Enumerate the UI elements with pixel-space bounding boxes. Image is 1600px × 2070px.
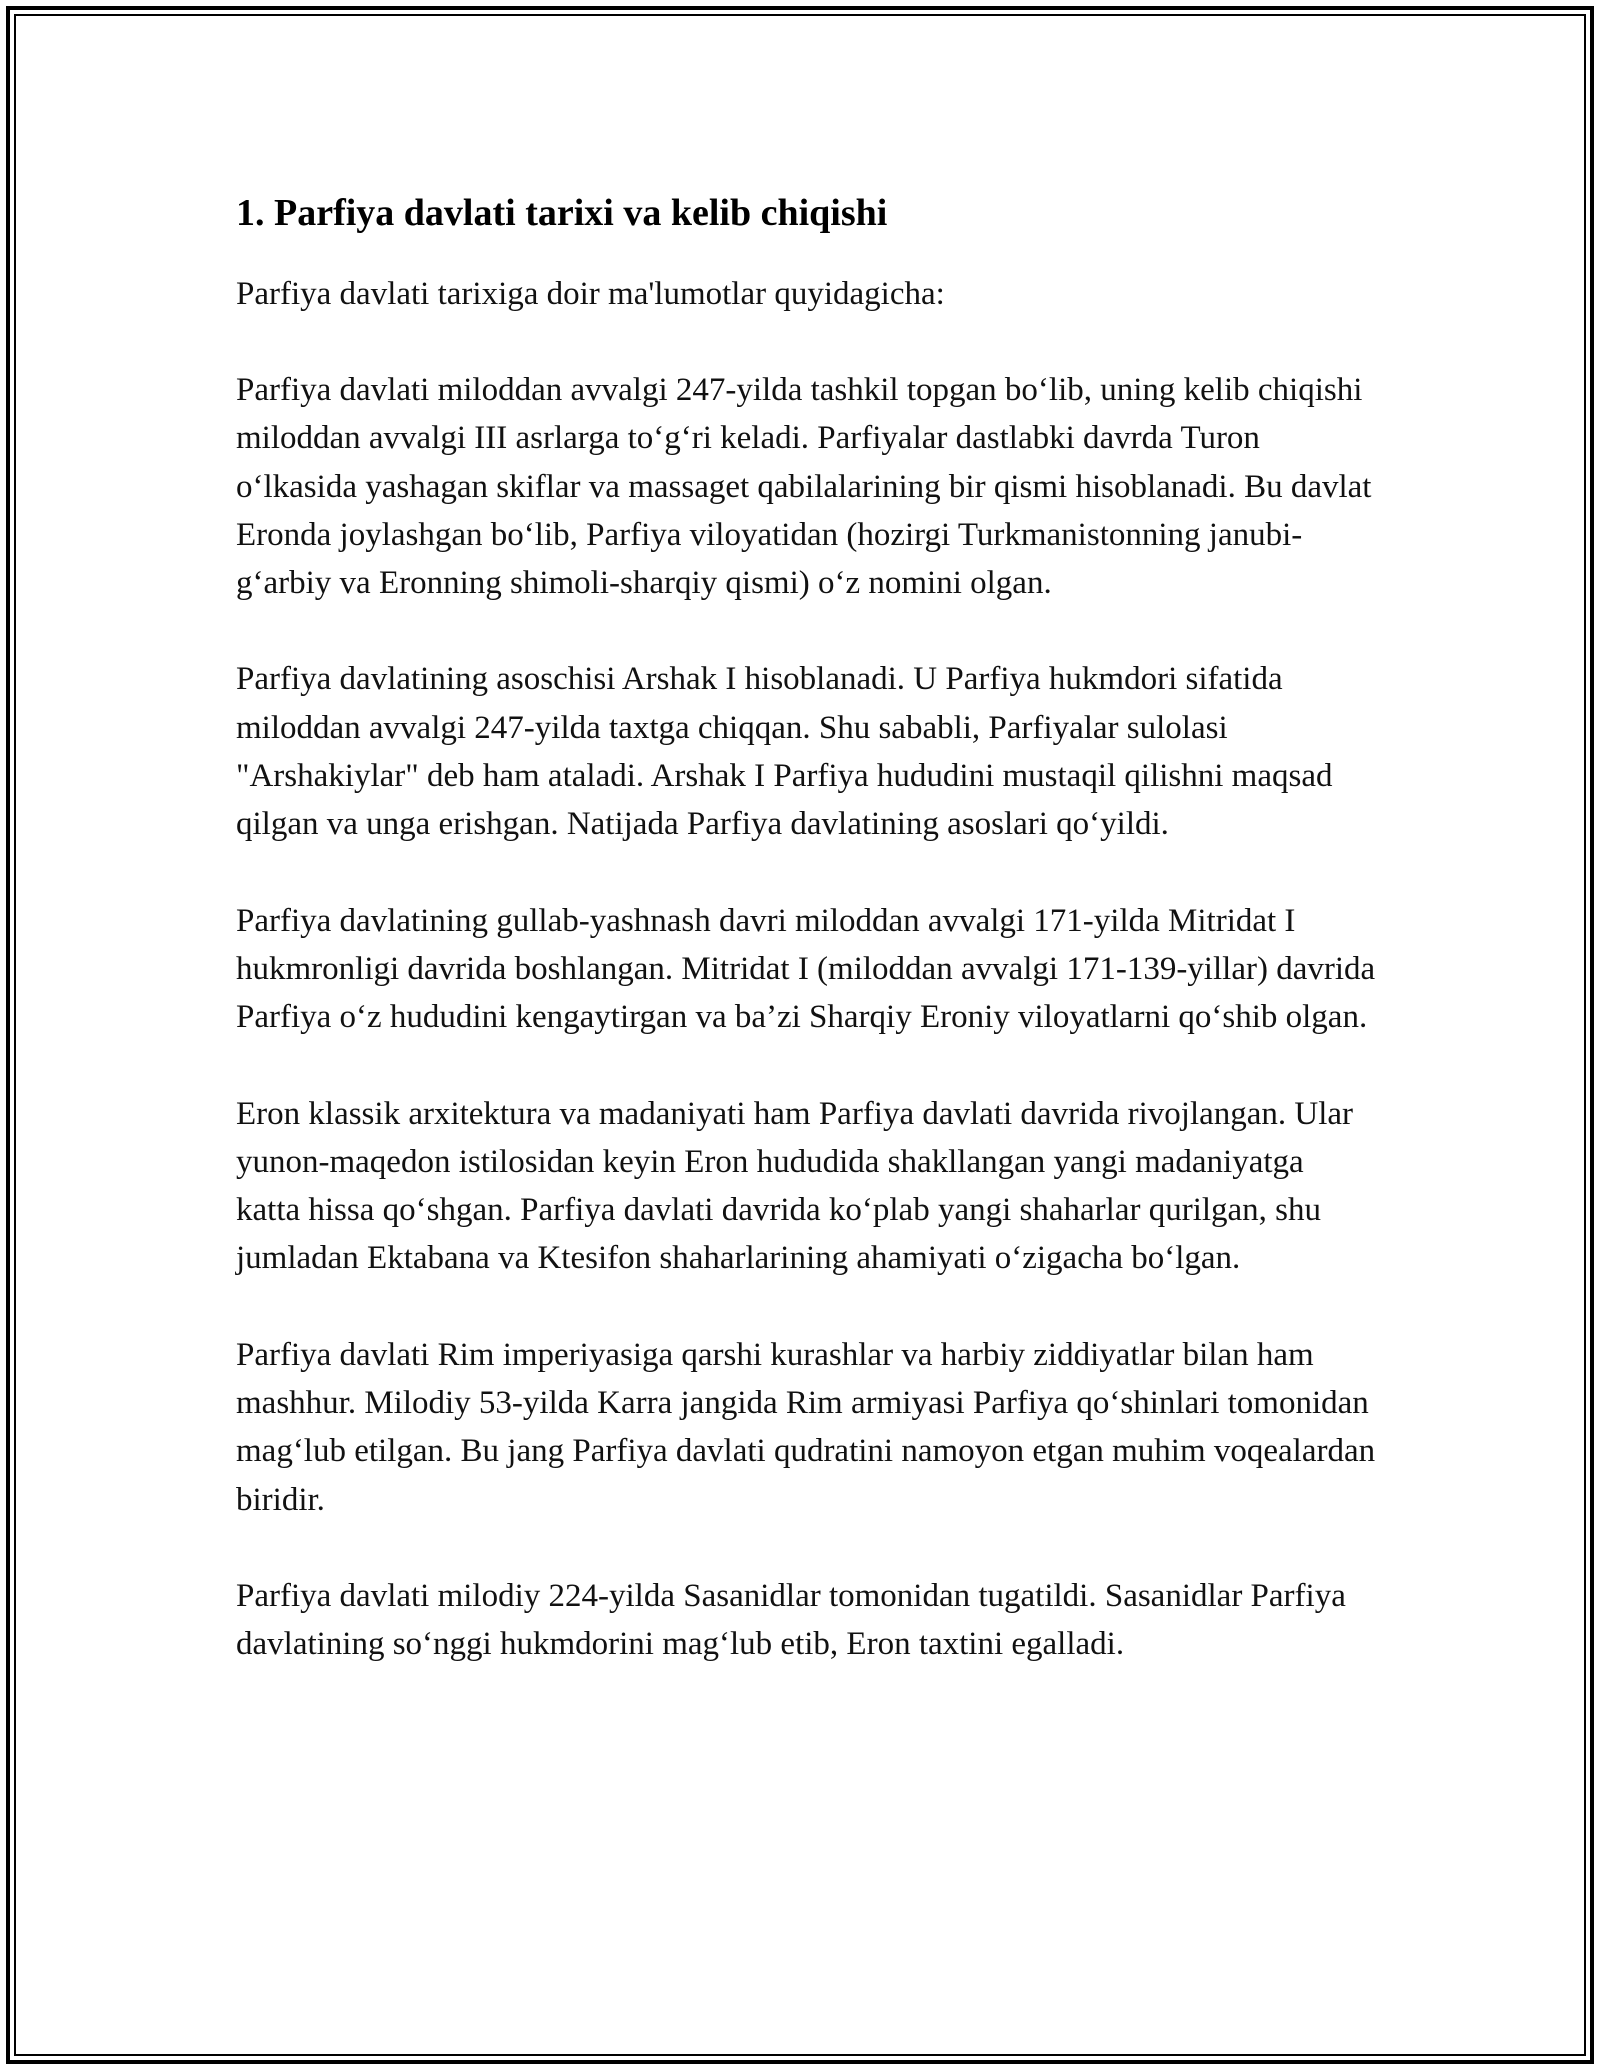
section-heading: 1. Parfiya davlati tarixi va kelib chiqishi: [236, 192, 888, 234]
paragraph-founder: Parfiya davlatining asoschisi Arshak I hisoblanadi. U Parfiya hukmdori sifatida miloddan avvalgi 247-yilda taxtga chiqqan. Shu sababli, Parfiyalar sulolasi "Arshakiylar" deb ham ataladi. Arshak I Parfiya hududini mustaqil qilishni maqsad qilgan va unga erishgan. Natijada Parfiya davlatining asoslari qo‘yildi.: [236, 661, 1333, 843]
paragraph-golden-age: Parfiya davlatining gullab-yashnash davri miloddan avvalgi 171-yilda Mitridat I hukmronligi davrida boshlangan. Mitridat I (miloddan avvalgi 171-139-yillar) davrida Parfiya o‘z hududini kengaytirgan va ba’zi Sharqiy Eroniy viloyatlarni qo‘shib olgan.: [236, 902, 1376, 1036]
paragraph-origin: Parfiya davlati miloddan avvalgi 247-yilda tashkil topgan bo‘lib, uning kelib chiqishi miloddan avvalgi III asrlarga to‘g‘ri keladi. Parfiyalar dastlabki davrda Turon o‘lkasida yashagan skiflar va massaget qabilalarining bir qismi hisoblanadi. Bu davlat Eronda joylashgan bo‘lib, Parfiya viloyatidan (hozirgi Turkmanistonning janubi-g‘arbiy va Eronning shimoli-sharqiy qismi) o‘z nomini olgan.: [236, 372, 1372, 602]
paragraph-rome-wars: Parfiya davlati Rim imperiyasiga qarshi kurashlar va harbiy ziddiyatlar bilan ham mashhur. Milodiy 53-yilda Karra jangida Rim armiyasi Parfiya qo‘shinlari tomonidan mag‘lub etilgan. Bu jang Parfiya davlati qudratini namoyon etgan muhim voqealardan biridir.: [236, 1336, 1376, 1518]
document-body: [236, 188, 1376, 1669]
intro-paragraph: Parfiya davlati tarixiga doir ma'lumotlar quyidagicha:: [236, 276, 945, 312]
paragraph-end: Parfiya davlati milodiy 224-yilda Sasanidlar tomonidan tugatildi. Sasanidlar Parfiya davlatining so‘nggi hukmdorini mag‘lub etib, Eron taxtini egalladi.: [236, 1577, 1346, 1663]
paragraph-culture: Eron klassik arxitektura va madaniyati ham Parfiya davlati davrida rivojlangan. Ular yunon-maqedon istilosidan keyin Eron hududida shakllangan yangi madaniyatga katta hissa qo‘shgan. Parfiya davlati davrida ko‘plab yangi shaharlar qurilgan, shu jumladan Ektabana va Ktesifon shaharlarining ahamiyati o‘zigacha bo‘lgan.: [236, 1095, 1354, 1277]
